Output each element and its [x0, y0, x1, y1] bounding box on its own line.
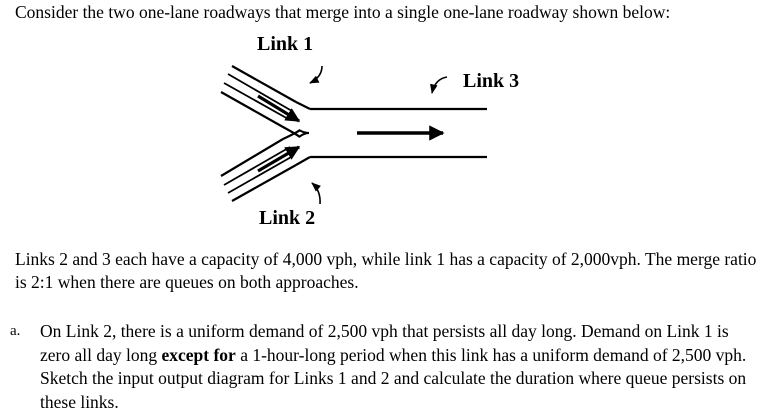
link2-label: Link 2: [259, 207, 316, 229]
link3-label: Link 3: [463, 70, 520, 92]
link2-roadway: [221, 130, 300, 201]
question-a: [10, 320, 762, 414]
link1-label: Link 1: [257, 33, 314, 55]
link1-label-pointer: [310, 66, 322, 83]
capacity-paragraph: Links 2 and 3 each have a capacity of 4,000 vph, while link 1 has a capacity of 2,000vph. The merge ratio is 2:1 when there are queues on both approaches.: [15, 249, 757, 292]
link2-label-pointer: [312, 183, 320, 204]
question-a-text-end: a 1-hour-long period when this link has a uniform demand of 2,500 vph. Sketch the input output diagram for Links 1 and 2 and calculate the duration where queue persists on these links.: [40, 344, 747, 412]
question-a-emphasis: except for: [161, 344, 236, 365]
link3-label-pointer: [432, 77, 447, 93]
question-a-marker: a.: [10, 323, 21, 339]
problem-intro: Consider the two one-lane roadways that merge into a single one-lane roadway shown below:: [15, 2, 671, 22]
merge-diagram: [0, 26, 768, 240]
question-a-text-start: On Link 2, there is a uniform demand of 2,500 vph that persists all day long. Demand on Link 1 is zero all day long: [40, 321, 729, 365]
merge-point: [299, 130, 309, 137]
link1-roadway: [221, 66, 300, 137]
roadway-merge-figure: [0, 26, 768, 240]
